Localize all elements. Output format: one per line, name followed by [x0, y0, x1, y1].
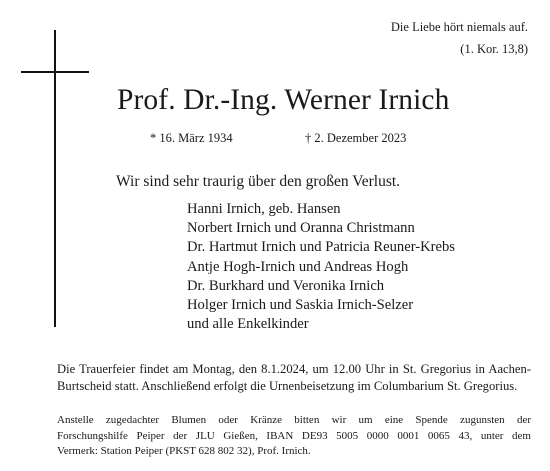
donation-line: Vermerk: Station Peiper (PKST 628 802 32), Prof. Irnich.	[57, 445, 311, 457]
deceased-name: Prof. Dr.-Ing. Werner Irnich	[117, 84, 450, 116]
mourner-line: Holger Irnich und Saskia Irnich-Selzer	[187, 297, 414, 314]
mourners-list	[187, 200, 455, 334]
mourner-line: Norbert Irnich und Oranna Christmann	[187, 220, 415, 237]
bible-quote	[391, 16, 528, 60]
cross-icon-horizontal	[21, 71, 89, 73]
cross-icon-vertical	[54, 30, 56, 327]
service-line: Die Trauerfeier findet am Montag, den 8.1.2024, um 12.00 Uhr in St. Gregorius	[57, 362, 471, 376]
mourner-line: und alle Enkelkinder	[187, 316, 309, 333]
mourner-line: Antje Hogh-Irnich und Andreas Hogh	[187, 258, 409, 275]
quote-reference: (1. Kor. 13,8)	[460, 42, 528, 56]
funeral-service-info	[57, 361, 531, 395]
quote-text: Die Liebe hört niemals auf.	[390, 20, 528, 34]
mourner-line: Dr. Hartmut Irnich und Patricia Reuner-Krebs	[187, 239, 455, 256]
donation-line: Forschungshilfe Peiper der JLU Gießen, IBAN DE93 5005 0000 0001 0065 43, unter dem	[57, 429, 531, 442]
donation-request	[57, 413, 531, 460]
grief-statement: Wir sind sehr traurig über den großen Verlust.	[116, 173, 401, 190]
donation-line: Anstelle zugedachter Blumen oder Kränze bitten wir um eine Spende zugunsten der	[57, 414, 531, 426]
mourner-line: Dr. Burkhard und Veronika Irnich	[187, 277, 385, 294]
death-date: † 2. Dezember 2023	[305, 131, 407, 145]
mourner-line: Hanni Irnich, geb. Hansen	[187, 201, 341, 217]
service-line: in Aachen-Burtscheid statt. Anschließend erfolgt die Urnenbeisetzung im	[57, 362, 532, 393]
birth-date: * 16. März 1934	[150, 131, 233, 145]
service-line: Columbarium St. Gregorius.	[373, 379, 518, 393]
